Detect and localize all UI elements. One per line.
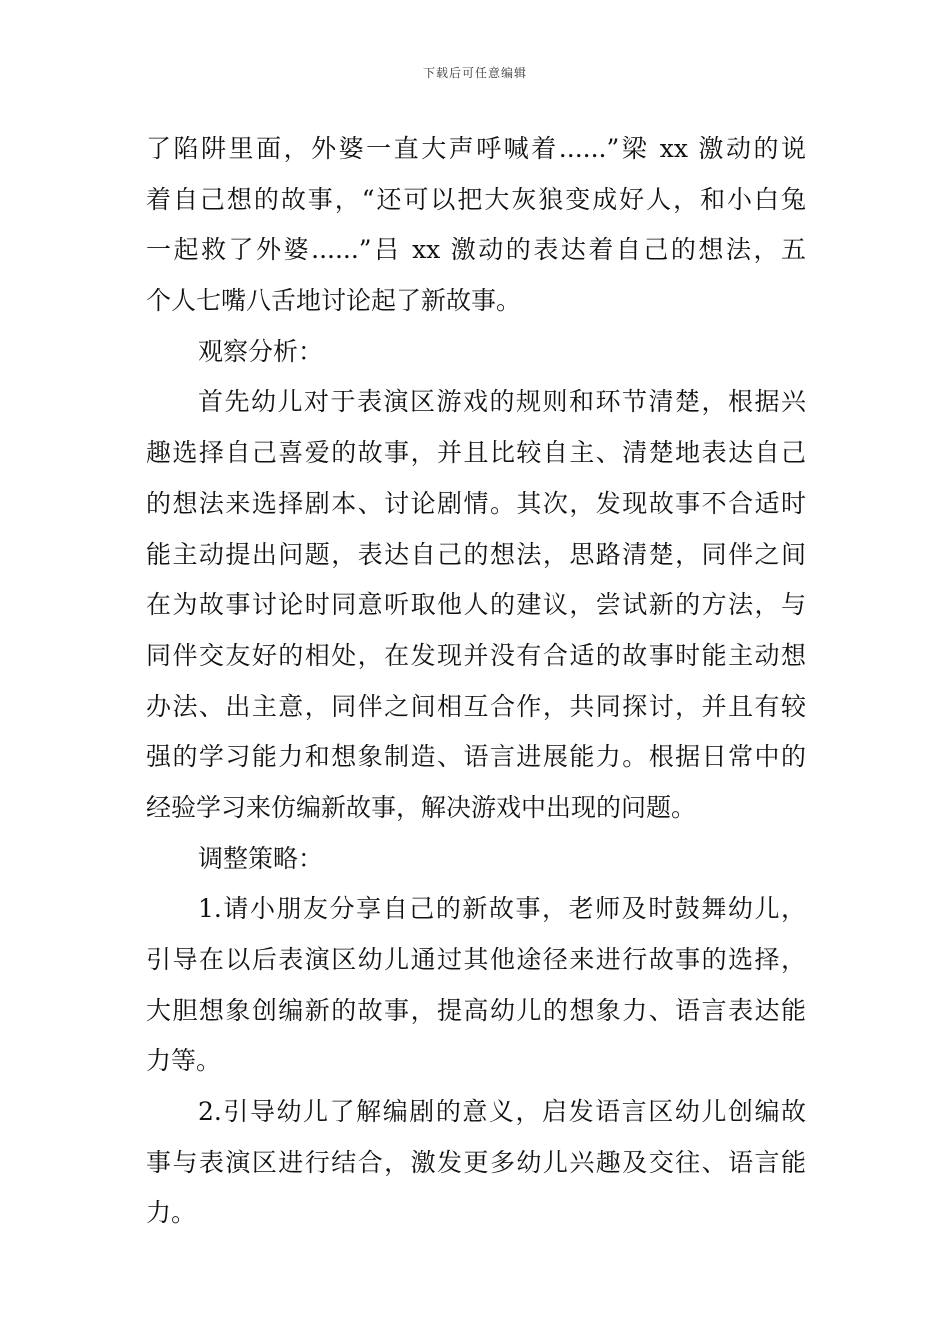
document-body: [146, 124, 806, 1239]
text-line: 着自己想的故事，“还可以把大灰狼变成好人，和小白兔: [146, 184, 806, 214]
text-line: 大胆想象创编新的故事，提高幼儿的想象力、语言表达能: [146, 995, 806, 1025]
text-line: 趣选择自己喜爱的故事，并且比较自主、清楚地表达自己: [146, 438, 806, 468]
section-heading-strategy: 调整策略：: [198, 843, 324, 873]
text-line: 能主动提出问题，表达自己的想法，思路清楚，同伴之间: [146, 539, 806, 569]
text-line: 力。: [146, 1198, 197, 1228]
text-line: 一起救了外婆......”吕 xx 激动的表达着自己的想法，五: [146, 235, 806, 265]
text-line: 2.引导幼儿了解编剧的意义，启发语言区幼儿创编故: [198, 1097, 806, 1127]
text-line: 首先幼儿对于表演区游戏的规则和环节清楚，根据兴: [198, 387, 806, 417]
text-line: 在为故事讨论时同意听取他人的建议，尝试新的方法，与: [146, 590, 806, 620]
text-line: 引导在以后表演区幼儿通过其他途径来进行故事的选择，: [146, 945, 806, 974]
text-line: 同伴交友好的相处，在发现并没有合适的故事时能主动想: [146, 640, 806, 670]
text-line: 经验学习来仿编新故事，解决游戏中出现的问题。: [146, 792, 697, 822]
text-line: 的想法来选择剧本、讨论剧情。其次，发现故事不合适时: [146, 488, 806, 518]
text-line: 力等。: [146, 1046, 222, 1076]
text-line: 个人七嘴八舌地讨论起了新故事。: [146, 286, 522, 316]
section-heading-observation: 观察分析：: [198, 336, 324, 366]
page-header: 下载后可任意编辑: [422, 66, 527, 80]
text-line: 了陷阱里面，外婆一直大声呼喊着......”梁 xx 激动的说: [146, 134, 806, 163]
text-line: 强的学习能力和想象制造、语言进展能力。根据日常中的: [146, 742, 806, 772]
text-line: 1.请小朋友分享自己的新故事，老师及时鼓舞幼儿，: [198, 894, 806, 924]
text-line: 办法、出主意，同伴之间相互合作，共同探讨，并且有较: [146, 691, 806, 721]
text-line: 事与表演区进行结合，激发更多幼儿兴趣及交往、语言能: [146, 1147, 806, 1177]
